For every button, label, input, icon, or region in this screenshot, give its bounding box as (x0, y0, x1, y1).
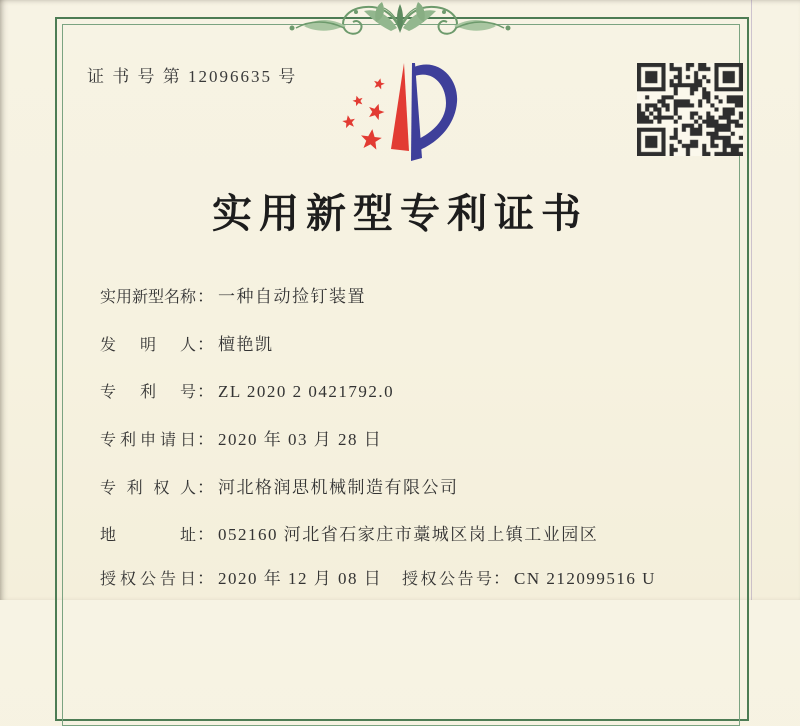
field-colon: ： (197, 287, 214, 306)
field-label: 授权公告日 (100, 571, 196, 588)
field-value: 檀艳凯 (218, 335, 274, 354)
field-value: 2020 年 03 月 28 日 (218, 430, 383, 449)
field-colon: ： (197, 335, 214, 354)
field-colon: ： (197, 569, 214, 588)
field-label: 授权公告号 (402, 571, 492, 588)
field-value: 一种自动捡钉装置 (218, 287, 366, 306)
field-colon: ： (197, 478, 214, 497)
field-value: 河北格润思机械制造有限公司 (218, 478, 459, 497)
field-label: 专利号 (100, 384, 196, 401)
certificate-title: 实用新型专利证书 (212, 191, 588, 236)
certificate-number: 证 书 号 第 12096635 号 (87, 67, 298, 86)
field-row-filing-date (100, 429, 382, 453)
field-row-utility-model-name (100, 286, 366, 310)
field-colon: ： (197, 382, 214, 401)
field-value: 052160 河北省石家庄市藁城区岗上镇工业园区 (218, 525, 599, 544)
floral-flourish-icon (268, 0, 532, 42)
field-label: 专利权人 (100, 480, 196, 497)
field-value: 2020 年 12 月 08 日 (218, 569, 383, 588)
field-label: 实用新型名称 (100, 289, 197, 306)
field-colon: ： (493, 569, 510, 588)
field-row-grant-date (100, 568, 382, 592)
field-colon: ： (197, 525, 214, 544)
cnipa-logo-icon (330, 50, 465, 170)
field-label: 发明人 (100, 337, 196, 354)
field-value: ZL 2020 2 0421792.0 (218, 382, 395, 401)
field-row-patent-number (100, 381, 394, 405)
field-value: CN 212099516 U (514, 569, 656, 588)
field-row-address (100, 524, 598, 548)
field-row-inventor (100, 334, 274, 358)
field-colon: ： (197, 430, 214, 449)
qr-code (637, 63, 743, 156)
scan-artifact-line (751, 0, 752, 600)
field-row-grant-number (402, 568, 656, 592)
field-row-patentee (100, 477, 459, 501)
field-label: 地址 (100, 527, 196, 544)
field-label: 专利申请日 (100, 432, 196, 449)
